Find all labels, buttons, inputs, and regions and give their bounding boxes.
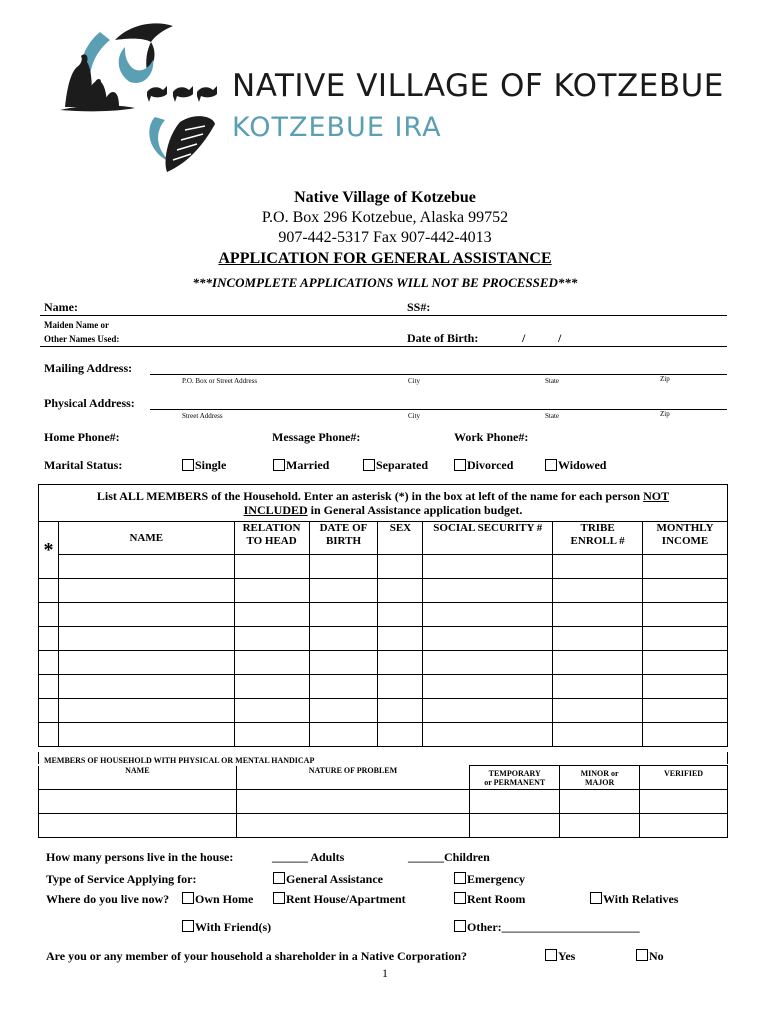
col-relation: RELATION TO HEAD [234,522,309,555]
asterisk-column [39,522,59,579]
mailing-state-hint: State [545,377,559,385]
emergency-checkbox[interactable] [454,872,466,884]
maiden-label-2: Other Names Used: [44,334,120,344]
name-label: Name: [44,300,78,314]
household-table [38,521,728,747]
emergency-label: Emergency [467,872,525,886]
children-field[interactable]: ______Children [408,850,490,864]
mailing-line[interactable] [150,374,727,375]
marital-label: Marital Status: [44,458,123,472]
household-instruction-1: List ALL MEMBERS of the Household. Enter an asterisk (*) in the box at left of the name for each person NOT [96,489,670,503]
physical-line[interactable] [150,409,727,410]
home-phone-label: Home Phone#: [44,430,120,444]
logo-emblem [55,12,225,192]
single-checkbox[interactable] [182,459,194,471]
physical-street-hint: Street Address [182,412,223,420]
form-title: APPLICATION FOR GENERAL ASSISTANCE [218,250,552,267]
handicap-header-row [39,766,728,790]
page-number: 1 [382,966,388,980]
physical-state-hint: State [545,412,559,420]
separated-label: Separated [376,458,428,472]
physical-label: Physical Address: [44,396,135,410]
logo-title: NATIVE VILLAGE OF KOTZEBUE [232,68,724,104]
own-home-checkbox[interactable] [182,892,194,904]
col-sex: SEX [378,522,423,555]
table-row[interactable] [39,555,728,579]
table-row[interactable] [39,723,728,747]
col-tribe: TRIBE ENROLL # [553,522,643,555]
with-friends-checkbox[interactable] [182,920,194,932]
persons-question: How many persons live in the house: [46,850,234,864]
other-label[interactable]: Other:_______________________ [467,920,640,934]
table-row[interactable] [39,627,728,651]
handicap-col-name: NAME [39,766,237,790]
live-question: Where do you live now? [46,892,170,906]
incomplete-warning: ***INCOMPLETE APPLICATIONS WILL NOT BE PROCESSED*** [192,275,578,290]
no-checkbox[interactable] [636,949,648,961]
mailing-zip-hint: Zip [660,375,670,383]
col-name: NAME [58,522,234,555]
physical-city-hint: City [408,412,421,420]
yes-checkbox[interactable] [545,949,557,961]
divorced-label: Divorced [467,458,514,472]
general-assistance-label: General Assistance [286,872,383,886]
single-label: Single [195,458,227,472]
with-friends-label: With Friend(s) [195,920,272,934]
ss-label: SS#: [407,300,431,314]
col-dob: DATE OF BIRTH [309,522,378,555]
work-phone-label: Work Phone#: [454,430,529,444]
table-row[interactable] [39,675,728,699]
yes-label: Yes [558,949,576,963]
col-ssn: SOCIAL SECURITY # [423,522,553,555]
mailing-label: Mailing Address: [44,361,133,375]
col-income: MONTHLY INCOME [643,522,728,555]
handicap-heading: MEMBERS OF HOUSEHOLD WITH PHYSICAL OR MENTAL HANDICAP [44,756,315,765]
rent-house-label: Rent House/Apartment [286,892,406,906]
other-checkbox[interactable] [454,920,466,932]
divorced-checkbox[interactable] [454,459,466,471]
table-row[interactable] [39,814,728,838]
adults-field[interactable]: ______ Adults [272,850,345,864]
widowed-checkbox[interactable] [545,459,557,471]
handicap-col-verified: VERIFIED [640,766,728,790]
dob-slash-2: / [558,331,562,345]
own-home-label: Own Home [195,892,254,906]
handicap-col-nature: NATURE OF PROBLEM [236,766,470,790]
asterisk-mark: * [43,538,54,561]
handicap-col-temporary: TEMPORARY or PERMANENT [470,766,560,790]
rent-room-checkbox[interactable] [454,892,466,904]
no-label: No [649,949,664,963]
table-row[interactable] [39,651,728,675]
name-line[interactable] [40,315,727,316]
widowed-label: Widowed [558,458,607,472]
org-address: P.O. Box 296 Kotzebue, Alaska 99752 [261,209,509,226]
handicap-table [38,765,728,838]
dob-slash-1: / [522,331,526,345]
service-question: Type of Service Applying for: [46,872,197,886]
physical-zip-hint: Zip [660,410,670,418]
separated-checkbox[interactable] [363,459,375,471]
shareholder-question: Are you or any member of your household a shareholder in a Native Corporation? [46,949,468,963]
household-instruction-2: INCLUDED in General Assistance application budget. [243,503,523,517]
message-phone-label: Message Phone#: [272,430,361,444]
table-row[interactable] [39,603,728,627]
logo-subtitle: KOTZEBUE IRA [232,112,442,143]
table-row[interactable] [39,699,728,723]
married-label: Married [286,458,330,472]
maiden-line[interactable] [40,346,727,347]
with-relatives-label: With Relatives [603,892,679,906]
married-checkbox[interactable] [273,459,285,471]
handicap-col-minor: MINOR or MAJOR [560,766,640,790]
mailing-street-hint: P.O. Box or Street Address [182,377,258,385]
mailing-city-hint: City [408,377,421,385]
rent-room-label: Rent Room [467,892,526,906]
org-name: Native Village of Kotzebue [294,189,476,206]
maiden-label-1: Maiden Name or [44,320,109,330]
general-assistance-checkbox[interactable] [273,872,285,884]
with-relatives-checkbox[interactable] [590,892,602,904]
table-row[interactable] [39,790,728,814]
table-row[interactable] [39,579,728,603]
rent-house-checkbox[interactable] [273,892,285,904]
household-header-row [39,522,728,555]
org-phone: 907-442-5317 Fax 907-442-4013 [278,229,492,246]
dob-label: Date of Birth: [407,331,479,345]
